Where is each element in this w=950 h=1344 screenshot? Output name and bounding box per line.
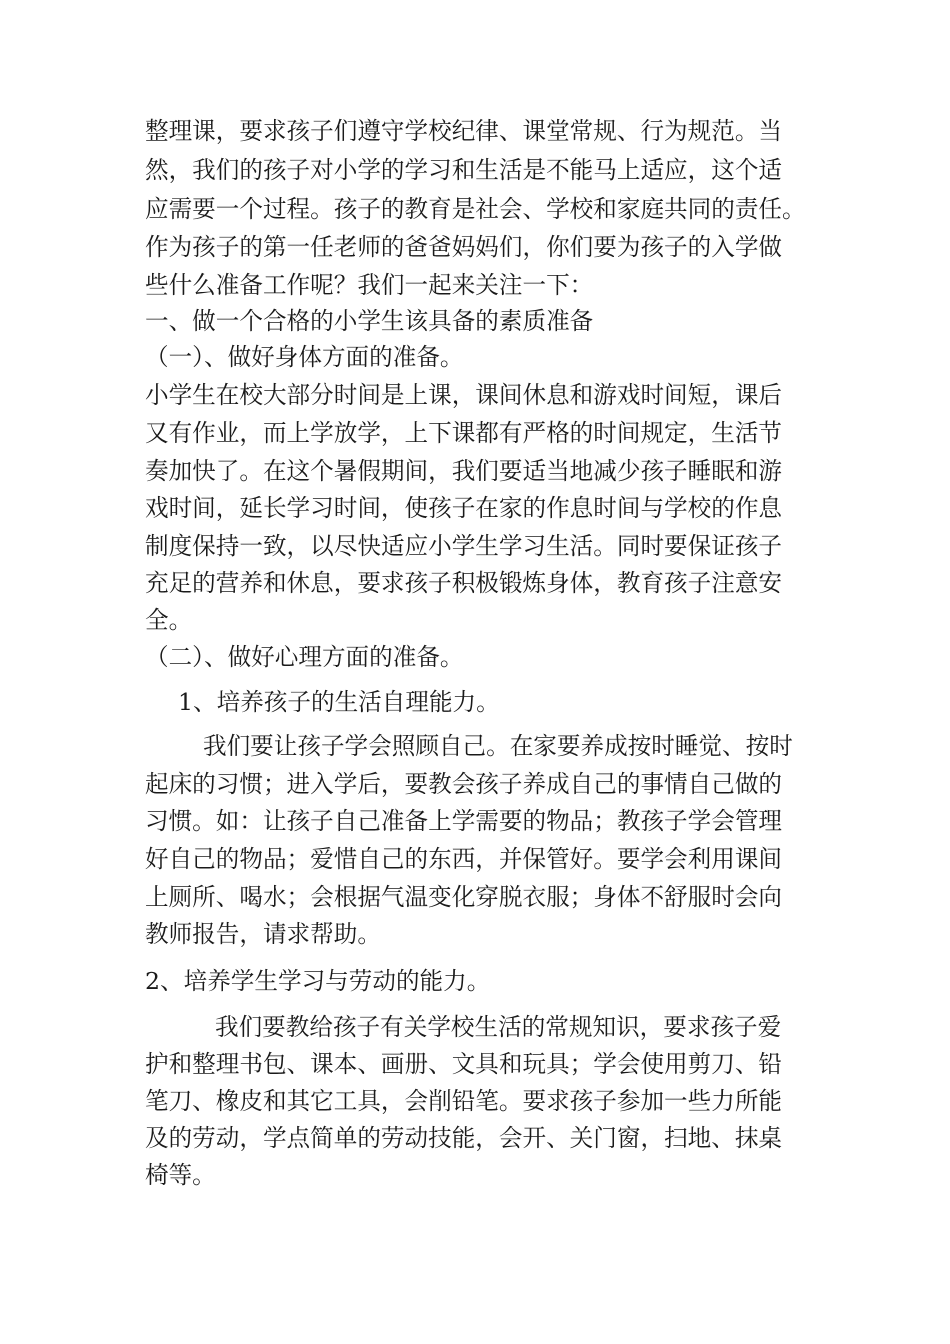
text-line: 我们要让孩子学会照顾自己。在家要养成按时睡觉、按时: [203, 732, 793, 760]
subsection-heading: （二）、做好心理方面的准备。: [145, 643, 464, 671]
text-line: 应需要一个过程。孩子的教育是社会、学校和家庭共同的责任。: [145, 195, 806, 223]
numbered-item-heading: 2、培养学生学习与劳动的能力。: [145, 967, 491, 995]
section-heading: 一、做一个合格的小学生该具备的素质准备: [145, 307, 594, 335]
text-line: 教师报告，请求帮助。: [145, 920, 381, 948]
text-line: 起床的习惯；进入学后，要教会孩子养成自己的事情自己做的: [145, 770, 783, 798]
subsection-heading: （一）、做好身体方面的准备。: [145, 343, 464, 371]
text-line: 上厕所、喝水；会根据气温变化穿脱衣服；身体不舒服时会向: [145, 883, 783, 911]
text-line: 全。: [145, 606, 193, 634]
text-line: 椅等。: [145, 1161, 216, 1189]
text-line: 些什么准备工作呢？我们一起来关注一下：: [145, 271, 594, 299]
text-line: 小学生在校大部分时间是上课，课间休息和游戏时间短，课后: [145, 381, 783, 409]
text-line: 奏加快了。在这个暑假期间，我们要适当地减少孩子睡眠和游: [145, 457, 783, 485]
text-line: 戏时间，延长学习时间，使孩子在家的作息时间与学校的作息: [145, 494, 783, 522]
text-line: 笔刀、橡皮和其它工具，会削铅笔。要求孩子参加一些力所能: [145, 1087, 783, 1115]
text-line: 整理课，要求孩子们遵守学校纪律、课堂常规、行为规范。当: [145, 117, 783, 145]
text-line: 充足的营养和休息，要求孩子积极锻炼身体，教育孩子注意安: [145, 569, 783, 597]
text-line: 然，我们的孩子对小学的学习和生活是不能马上适应，这个适: [145, 156, 783, 184]
numbered-item-heading: 1、培养孩子的生活自理能力。: [178, 688, 500, 716]
text-line: 又有作业，而上学放学，上下课都有严格的时间规定，生活节: [145, 419, 783, 447]
text-line: 作为孩子的第一任老师的爸爸妈妈们，你们要为孩子的入学做: [145, 233, 783, 261]
text-line: 制度保持一致，以尽快适应小学生学习生活。同时要保证孩子: [145, 532, 783, 560]
text-line: 及的劳动，学点简单的劳动技能，会开、关门窗，扫地、抹桌: [145, 1124, 783, 1152]
text-line: 习惯。如：让孩子自己准备上学需要的物品；教孩子学会管理: [145, 807, 783, 835]
text-line: 护和整理书包、课本、画册、文具和玩具；学会使用剪刀、铅: [145, 1050, 783, 1078]
text-line: 我们要教给孩子有关学校生活的常规知识，要求孩子爱: [215, 1013, 782, 1041]
text-line: 好自己的物品；爱惜自己的东西，并保管好。要学会利用课间: [145, 845, 783, 873]
